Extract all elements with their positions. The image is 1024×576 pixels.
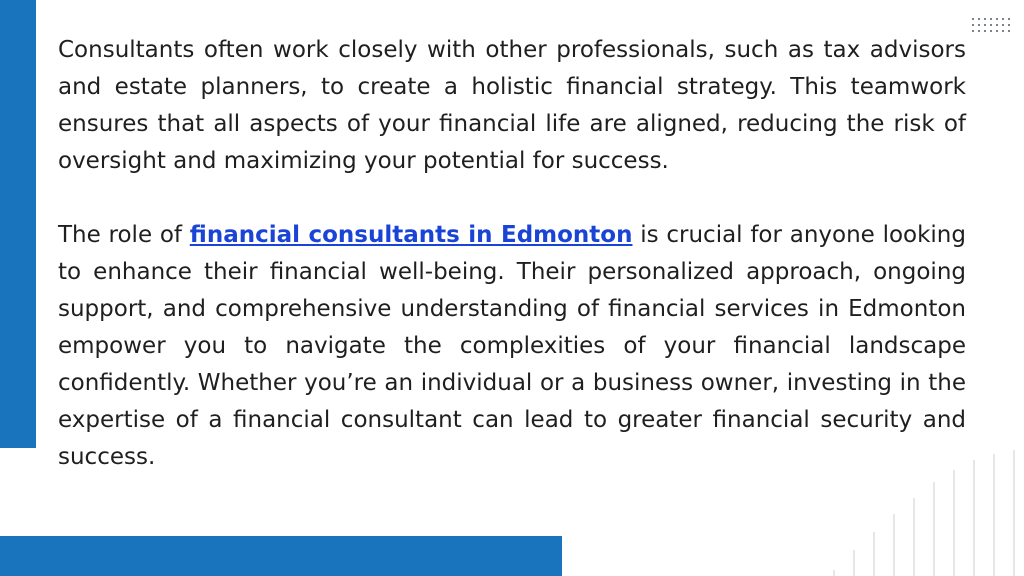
left-accent-bar (0, 0, 36, 448)
financial-consultants-link[interactable]: financial consultants in Edmonton (189, 222, 633, 248)
paragraph-1: Consultants often work closely with other professionals, such as tax advisors and estate planners, to create a holistic financial strategy. This teamwork ensures that all aspects of your financial life are aligned, reducing the risk of oversight and maximizing your potential for success. (58, 37, 966, 174)
body-text (58, 32, 966, 476)
paragraph-2-rest: is crucial for anyone looking to enhance their financial well-being. Their personalized approach, ongoing support, and comprehensive understanding of financial services in Edmonton empower you to navigate the complexities of your financial landscape confidently. Whether you’re an individual or a business owner, investing in the expertise of a financial consultant can lead to greater financial security and success. (58, 222, 966, 470)
bottom-accent-bar (0, 536, 562, 576)
paragraph-2 (58, 217, 966, 476)
dot-grid-icon (972, 18, 1016, 36)
paragraph-2-intro: The role of (58, 222, 190, 248)
